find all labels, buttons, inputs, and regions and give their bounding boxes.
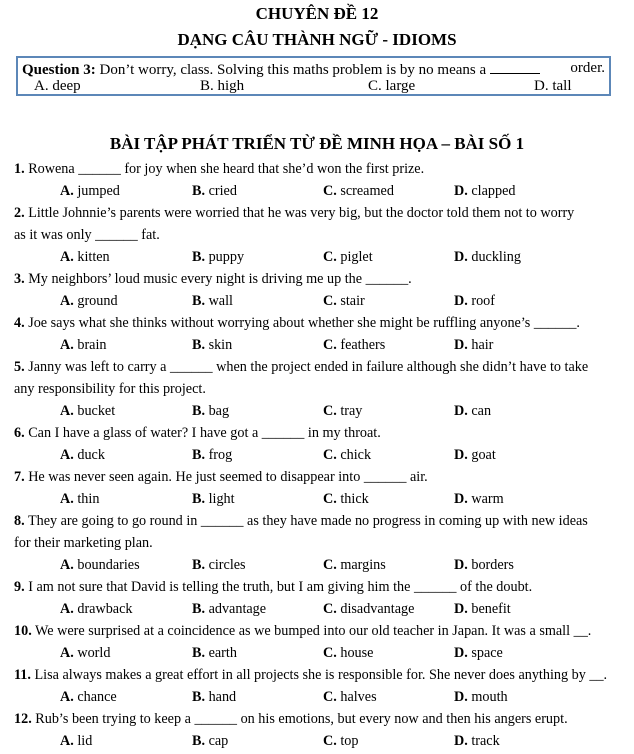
option-text: halves [340,689,377,705]
option-letter: B. [192,337,206,353]
option-text: bucket [77,403,116,419]
answer-option-a [60,686,117,708]
answer-option-c [323,554,386,576]
example-question-end: order. [570,60,605,76]
answer-option-b [192,598,266,620]
option-text: lid [77,733,93,749]
option-text: frog [208,447,233,463]
option-letter: C. [323,337,337,353]
option-letter: C. [323,733,337,749]
example-question-label: Question 3: [22,62,96,78]
answer-option-a [60,598,133,620]
option-letter: D. [454,601,468,617]
question-text: Joe says what she thinks without worrying about whether she might be ruffling anyone’s ______. [28,315,580,331]
question-text-line [14,202,620,224]
answer-option-a [60,246,110,268]
option-text: goat [471,447,496,463]
option-text: top [340,733,359,749]
question-text: Janny was left to carry a ______ when the project ended in failure although she didn’t have to take [28,359,589,375]
question-text-line [14,224,620,246]
topic-title: CHUYÊN ĐỀ 12 [255,4,379,23]
answer-option-d [454,642,503,664]
answer-option-c [323,246,373,268]
option-letter: C. [323,183,337,199]
answer-option-c [323,730,358,752]
question-number: 6. [14,425,25,441]
answer-blank [490,59,540,74]
option-text: clapped [471,183,516,199]
question-text-line [14,466,620,488]
option-text: chick [340,447,372,463]
option-text: borders [471,557,514,573]
answer-option-a [60,334,107,356]
question-text: I am not sure that David is telling the truth, but I am giving him the ______ of the doubt. [28,579,533,595]
answer-option-c [323,334,385,356]
answer-option-a [60,290,118,312]
answer-option-c [323,598,414,620]
option-letter: C. [323,689,337,705]
answer-option-a [60,444,105,466]
question-text-line [14,708,620,730]
option-letter: A. [60,183,74,199]
option-text: light [208,491,235,507]
question-number: 1. [14,161,25,177]
option-letter: B. [192,183,206,199]
question-number: 2. [14,205,25,221]
option-letter: C. [323,601,337,617]
option-letter: A. [60,249,74,265]
option-letter: C. [323,293,337,309]
question-text: We were surprised at a coincidence as we bumped into our old teacher in Japan. It was a small __. [35,623,592,639]
option-letter: D. [454,689,468,705]
option-letter: A. [60,491,74,507]
question-number: 11. [14,667,31,683]
question-text-line [14,510,620,532]
question-number: 8. [14,513,25,529]
option-letter: B. [192,403,206,419]
exercise-heading: BÀI TẬP PHÁT TRIỂN TỪ ĐỀ MINH HỌA – BÀI SỐ 1 [109,134,525,153]
question-number: 9. [14,579,25,595]
question-number: 10. [14,623,32,639]
option-text: mouth [471,689,508,705]
option-letter: B. [192,601,206,617]
answer-option-c [323,488,369,510]
option-letter: B. [192,249,206,265]
option-text: world [77,645,111,661]
answer-option-d [454,246,521,268]
answer-option-d [454,686,508,708]
answer-option-b [192,400,229,422]
option-text: feathers [340,337,386,353]
answer-option-b [192,180,237,202]
option-letter: A. [60,403,74,419]
option-text: jumped [77,183,120,199]
option-letter: D. [454,337,468,353]
question-number: 3. [14,271,25,287]
question-text-line [14,664,620,686]
answer-option-b [192,554,246,576]
answer-option-a [60,730,92,752]
question-text-line [14,356,620,378]
question-text: Rowena ______ for joy when she heard that she’d won the first prize. [28,161,425,177]
option-letter: A. [60,293,74,309]
answer-option-d [454,488,504,510]
answer-option-a [60,400,115,422]
option-letter: B. [192,733,206,749]
example-option-b: B. high [200,78,245,94]
answer-option-a [60,554,140,576]
option-letter: B. [192,491,206,507]
option-letter: D. [454,733,468,749]
option-letter: C. [323,645,337,661]
option-text: hair [471,337,494,353]
option-text: boundaries [77,557,140,573]
option-text: tray [340,403,363,419]
option-letter: B. [192,293,206,309]
answer-option-d [454,400,491,422]
option-letter: B. [192,689,206,705]
question-text: He was never seen again. He just seemed to disappear into ______ air. [28,469,428,485]
option-text: thin [77,491,100,507]
option-text: benefit [471,601,511,617]
example-question-text [22,59,605,77]
answer-option-d [454,554,514,576]
question-number: 12. [14,711,32,727]
question-text-line [14,620,620,642]
option-letter: A. [60,557,74,573]
option-letter: D. [454,645,468,661]
question-text: Lisa always makes a great effort in all projects she is responsible for. She never does anything by __. [34,667,608,683]
example-question-stem: Don’t worry, class. Solving this maths problem is by no means a [99,62,487,78]
option-letter: C. [323,403,337,419]
question-text: Little Johnnie’s parents were worried that he was very big, but the doctor told them not to worry [28,205,575,221]
option-text: piglet [340,249,373,265]
answer-option-b [192,246,244,268]
option-text: cap [208,733,229,749]
option-text: drawback [77,601,133,617]
option-text: bag [208,403,230,419]
option-text: screamed [340,183,394,199]
answer-option-d [454,290,495,312]
option-text: earth [208,645,237,661]
option-text: brain [77,337,107,353]
option-letter: A. [60,337,74,353]
question-text-line [14,532,620,554]
option-letter: D. [454,447,468,463]
option-text: puppy [208,249,245,265]
option-text: wall [208,293,233,309]
question-text-line [14,158,620,180]
option-letter: A. [60,689,74,705]
answer-option-b [192,334,232,356]
answer-option-c [323,642,373,664]
option-text: hand [208,689,237,705]
option-text: circles [208,557,246,573]
answer-option-b [192,730,228,752]
answer-option-d [454,598,511,620]
option-letter: C. [323,249,337,265]
answer-option-d [454,730,500,752]
question-text: for their marketing plan. [14,535,153,551]
answer-option-b [192,290,233,312]
answer-option-c [323,400,362,422]
option-text: track [471,733,500,749]
option-text: house [340,645,374,661]
question-text: They are going to go round in ______ as they have made no progress in coming up with new ideas [27,513,588,529]
option-text: kitten [77,249,110,265]
option-letter: D. [454,183,468,199]
option-letter: D. [454,403,468,419]
example-option-c: C. large [368,78,416,94]
example-question-box [16,56,611,96]
answer-option-d [454,180,515,202]
question-text-line [14,312,620,334]
option-text: space [471,645,503,661]
option-letter: D. [454,293,468,309]
option-letter: C. [323,447,337,463]
answer-option-b [192,642,237,664]
option-letter: A. [60,733,74,749]
example-option-d: D. tall [534,78,572,94]
answer-option-a [60,642,110,664]
answer-option-c [323,180,394,202]
option-letter: B. [192,557,206,573]
answer-option-c [323,686,377,708]
option-text: disadvantage [340,601,415,617]
option-text: warm [471,491,504,507]
option-text: thick [340,491,369,507]
question-text: as it was only ______ fat. [14,227,160,243]
option-letter: B. [192,645,206,661]
option-letter: A. [60,447,74,463]
topic-subtitle: DẠNG CÂU THÀNH NGỮ - IDIOMS [177,30,457,49]
question-text-line [14,576,620,598]
option-text: margins [340,557,386,573]
question-text: My neighbors’ loud music every night is driving me up the ______. [28,271,412,287]
answer-option-b [192,444,232,466]
option-text: ground [77,293,118,309]
option-text: duck [77,447,105,463]
option-text: chance [77,689,117,705]
answer-option-b [192,488,235,510]
option-letter: D. [454,249,468,265]
answer-option-c [323,444,371,466]
option-text: duckling [471,249,521,265]
option-letter: D. [454,491,468,507]
question-text: Rub’s been trying to keep a ______ on his emotions, but every now and then his angers erupt. [35,711,568,727]
option-letter: A. [60,601,74,617]
option-text: can [471,403,492,419]
answer-option-d [454,444,496,466]
question-number: 5. [14,359,25,375]
question-text: any responsibility for this project. [14,381,206,397]
option-text: skin [208,337,233,353]
option-text: roof [471,293,495,309]
question-number: 4. [14,315,25,331]
answer-option-a [60,488,99,510]
question-text: Can I have a glass of water? I have got a ______ in my throat. [28,425,381,441]
question-number: 7. [14,469,25,485]
answer-option-b [192,686,236,708]
answer-option-d [454,334,493,356]
option-letter: B. [192,447,206,463]
question-text-line [14,422,620,444]
option-letter: C. [323,557,337,573]
option-letter: C. [323,491,337,507]
question-text-line [14,378,620,400]
option-text: advantage [208,601,267,617]
option-text: cried [208,183,237,199]
option-text: stair [340,293,365,309]
example-option-a: A. deep [34,78,81,94]
answer-option-a [60,180,120,202]
option-letter: D. [454,557,468,573]
question-text-line [14,268,620,290]
answer-option-c [323,290,365,312]
option-letter: A. [60,645,74,661]
